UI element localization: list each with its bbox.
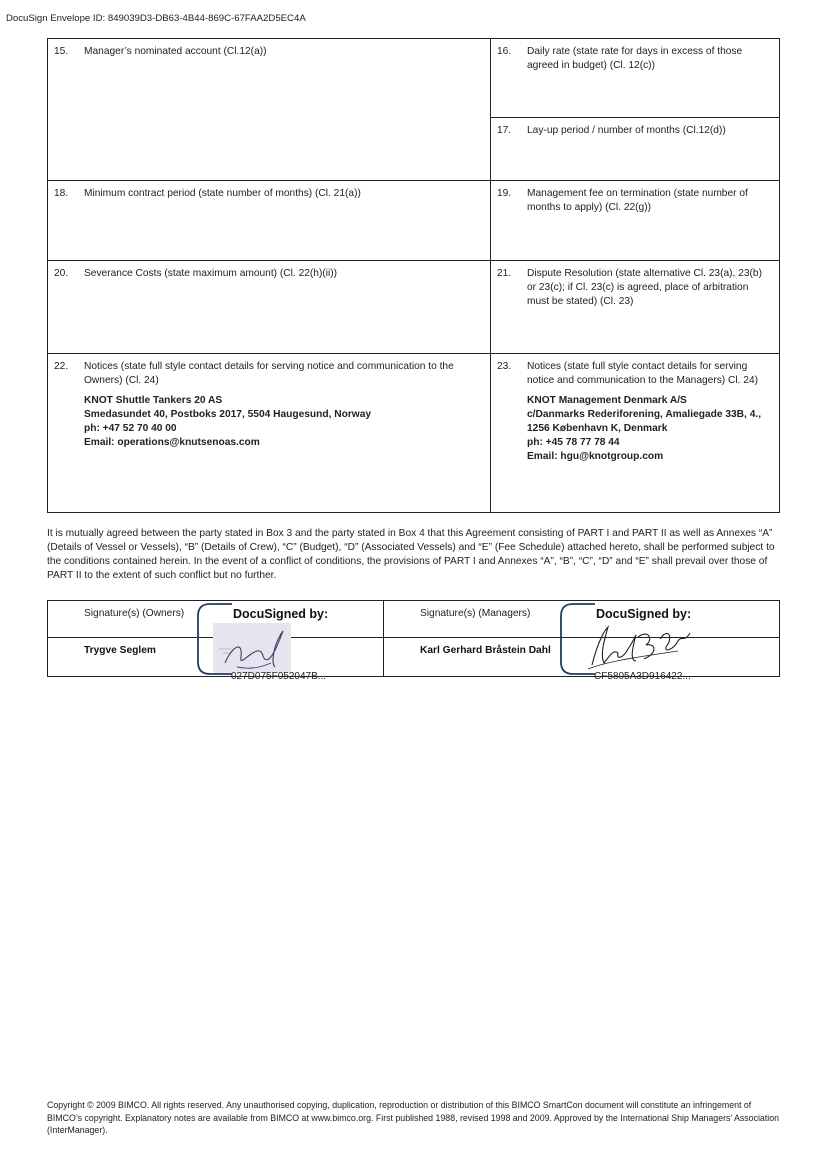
address-line: KNOT Shuttle Tankers 20 AS <box>84 395 223 406</box>
address-line: c/Danmarks Rederiforening, Amaliegade 33B, 4., 1256 København K, Denmark <box>527 409 762 434</box>
box-number: 16. <box>497 46 512 57</box>
managers-signatory-name: Karl Gerhard Bråstein Dahl <box>420 645 551 656</box>
box-19 <box>491 181 781 260</box>
box-22 <box>48 354 490 512</box>
box-number: 21. <box>497 268 512 279</box>
address-line: ph: +45 78 77 78 44 <box>527 437 620 448</box>
box-label: Daily rate (state rate for days in excess of those agreed in budget) (Cl. 12(c)) <box>527 46 743 71</box>
box-21 <box>491 261 781 353</box>
box-label: Dispute Resolution (state alternative Cl. 23(a), 23(b) or 23(c); if Cl. 23(c) is agreed, place of arbitration must be stated) (Cl. 23) <box>527 268 762 307</box>
signature-block <box>47 600 780 682</box>
box-label: Notices (state full style contact details for serving notice and communication to the Owners) (Cl. 24) <box>84 361 454 386</box>
owners-signature-label: Signature(s) (Owners) <box>84 608 185 619</box>
docusign-label-managers: DocuSigned by: <box>596 607 692 621</box>
box-17 <box>491 118 781 180</box>
box-content <box>527 360 771 464</box>
handwritten-signature-managers <box>578 619 708 675</box>
docusign-label-owners: DocuSigned by: <box>233 607 329 621</box>
box-label: Notices (state full style contact details for serving notice and communication to the Managers) Cl. 24) <box>527 361 759 386</box>
box-label: Minimum contract period (state number of months) (Cl. 21(a)) <box>84 188 361 199</box>
address-line: ph: +47 52 70 40 00 <box>84 423 177 434</box>
docusign-id-owners: 027D075F052047B... <box>231 671 327 682</box>
handwritten-signature-owners <box>213 623 291 673</box>
box-20 <box>48 261 490 353</box>
box-label: Lay-up period / number of months (Cl.12(d)) <box>527 125 726 136</box>
box-number: 15. <box>54 46 69 57</box>
address-line: Smedasundet 40, Postboks 2017, 5504 Haugesund, Norway <box>84 409 372 420</box>
address-line: Email: operations@knutsenoas.com <box>84 437 260 448</box>
box-number: 18. <box>54 188 69 199</box>
managers-address <box>527 394 771 464</box>
box-15 <box>48 39 490 180</box>
address-line: KNOT Management Denmark A/S <box>527 395 687 406</box>
box-number: 20. <box>54 268 69 279</box>
managers-signature-label: Signature(s) (Managers) <box>420 608 531 619</box>
box-number: 17. <box>497 125 512 136</box>
copyright-footer: Copyright © 2009 BIMCO. All rights reserved. Any unauthorised copying, duplication, reproduction or distribution of this BIMCO SmartCon document will constitute an infringement of BIMCO’s copyright. Explanatory notes are available from BIMCO at www.bimco.org. First published 1988, revised 1998 and 2009. Approved by the International Ship Managers’ Association (InterManager). <box>47 1100 779 1136</box>
agreement-paragraph: It is mutually agreed between the party stated in Box 3 and the party stated in Box 4 that this Agreement consisting of PART I and PART II as well as Annexes “A” (Details of Vessel or Vessels), “B” (Details of Crew), “C” (Budget), “D” (Associated Vessels) and “E” (Fee Schedule) attached hereto, shall be performed subject to the conditions contained herein. In the event of a conflict of conditions, the provisions of PART I and Annexes “A”, “B”, “C”, “D” and “E” shall prevail over those of PART II to the extent of such conflict but no further. <box>47 528 775 581</box>
box-label: Management fee on termination (state number of months to apply) (Cl. 22(g)) <box>527 188 748 213</box>
address-line: Email: hgu@knotgroup.com <box>527 451 664 462</box>
boxes-grid <box>47 38 780 513</box>
box-label: Severance Costs (state maximum amount) (Cl. 22(h)(ii)) <box>84 268 338 279</box>
box-content <box>84 360 480 450</box>
signature-divider <box>383 601 384 676</box>
docusign-id-managers: CF5805A3D916422... <box>594 671 691 682</box>
owners-signatory-name: Trygve Seglem <box>84 645 156 656</box>
owners-address <box>84 394 480 450</box>
box-label: Manager’s nominated account (Cl.12(a)) <box>84 46 267 57</box>
box-number: 19. <box>497 188 512 199</box>
box-18 <box>48 181 490 260</box>
box-16 <box>491 39 781 117</box>
docusign-envelope-id: DocuSign Envelope ID: 849039D3-DB63-4B44-869C-67FAA2D5EC4A <box>6 13 306 24</box>
box-23 <box>491 354 781 512</box>
owners-signature-image <box>213 623 291 673</box>
box-number: 22. <box>54 361 69 372</box>
box-number: 23. <box>497 361 512 372</box>
